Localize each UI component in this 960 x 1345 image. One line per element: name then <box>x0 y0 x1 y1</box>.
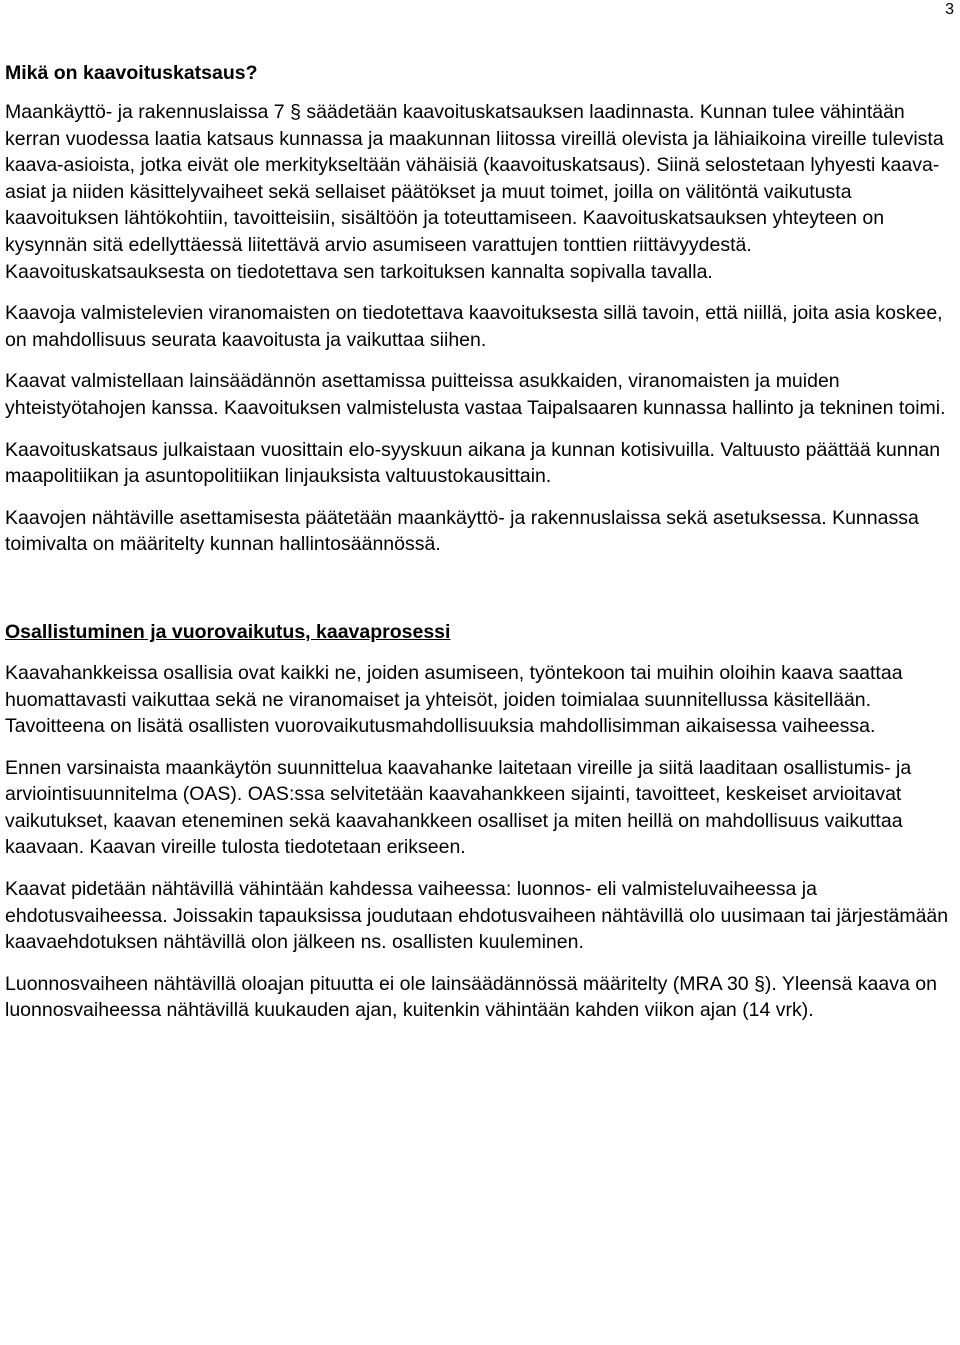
paragraph: Kaavahankkeissa osallisia ovat kaikki ne, joiden asumiseen, työntekoon tai muihin oloihin kaava saattaa huomattavasti vaikuttaa sekä ne viranomaiset ja yhteisöt, joiden toimialaa suunnitellussa käsitellään. Tavoitteena on lisätä osallisten vuorovaikutusmahdollisuuksia mahdollisimman aikaisessa vaiheessa. <box>5 661 903 738</box>
paragraph: Kaavoja valmistelevien viranomaisten on tiedotettava kaavoituksesta sillä tavoin, että niillä, joita asia koskee, on mahdollisuus seurata kaavoitusta ja vaikuttaa siihen. <box>5 302 943 351</box>
page-number: 3 <box>945 1 954 18</box>
section-title: Osallistuminen ja vuorovaikutus, kaavaprosessi <box>5 620 451 643</box>
section-osallistuminen <box>5 619 955 1024</box>
paragraph: Kaavoituskatsaus julkaistaan vuosittain elo-syyskuun aikana ja kunnan kotisivuilla. Valtuusto päättää kunnan maapolitiikan ja asuntopolitiikan linjauksista valtuustokausittain. <box>5 438 941 488</box>
paragraph: Kaavojen nähtäville asettamisesta päätetään maankäyttö- ja rakennuslaissa sekä asetuksessa. Kunnassa toimivalta on määritelty kunnan hallintosäännössä. <box>5 506 919 556</box>
paragraph: Ennen varsinaista maankäytön suunnittelua kaavahanke laitetaan vireille ja siitä laaditaan osallistumis- ja arviointisuunnitelma (OAS). OAS:ssa selvitetään kaavahankkeen sijainti, tavoitteet, keskeiset arvioitavat vaikutukset, kaavan eteneminen sekä kaavahankkeen osalliset ja miten heillä on mahdollisuus vaikuttaa kaavaan. Kaavan vireille tulosta tiedotetaan erikseen. <box>5 756 912 859</box>
section-spacer <box>5 573 955 619</box>
document-body <box>5 60 955 1039</box>
paragraph: Luonnosvaiheen nähtävillä oloajan pituutta ei ole lainsäädännössä määritelty (MRA 30 §). Yleensä kaava on luonnosvaiheessa nähtävillä kuukauden ajan, kuitenkin vähintään kahden viikon ajan (14 vrk). <box>5 972 937 1022</box>
paragraph: Kaavat pidetään nähtävillä vähintään kahdessa vaiheessa: luonnos- eli valmisteluvaiheessa ja ehdotusvaiheessa. Joissakin tapauksissa joudutaan ehdotusvaiheen nähtävillä olo uusimaan tai järjestämään kaavaehdotuksen nähtävillä olon jälkeen ns. osallisten kuuleminen. <box>5 878 949 954</box>
paragraph: Kaavat valmistellaan lainsäädännön asettamissa puitteissa asukkaiden, viranomaisten ja muiden yhteistyötahojen kanssa. Kaavoituksen valmistelusta vastaa Taipalsaaren kunnassa hallinto ja tekninen toimi. <box>5 370 946 419</box>
paragraph: Maankäyttö- ja rakennuslaissa 7 § säädetään kaavoituskatsauksen laadinnasta. Kunnan tulee vähintään kerran vuodessa laatia katsaus kunnassa ja maakunnan liitossa vireillä olevista ja lähiaikoina vireille tulevista kaava-asioista, jotka eivät ole merkitykseltään vähäisiä (kaavoituskatsaus). Siinä selostetaan lyhyesti kaava-asiat ja niiden käsittelyvaiheet sekä sellaiset päätökset ja muut toimet, joilla on välitöntä vaikutusta kaavoituksen lähtökohtiin, tavoitteisiin, sisältöön ja toteuttamiseen. Kaavoituskatsauksen yhteyteen on kysynnän sitä edellyttäessä liitettävä arvio asumiseen varattujen tonttien riittävyydestä. Kaavoituskatsauksesta on tiedotettava sen tarkoituksen kannalta sopivalla tavalla. <box>5 101 944 283</box>
section-title: Mikä on kaavoituskatsaus? <box>5 62 258 84</box>
section-kaavoituskatsaus <box>5 60 955 558</box>
